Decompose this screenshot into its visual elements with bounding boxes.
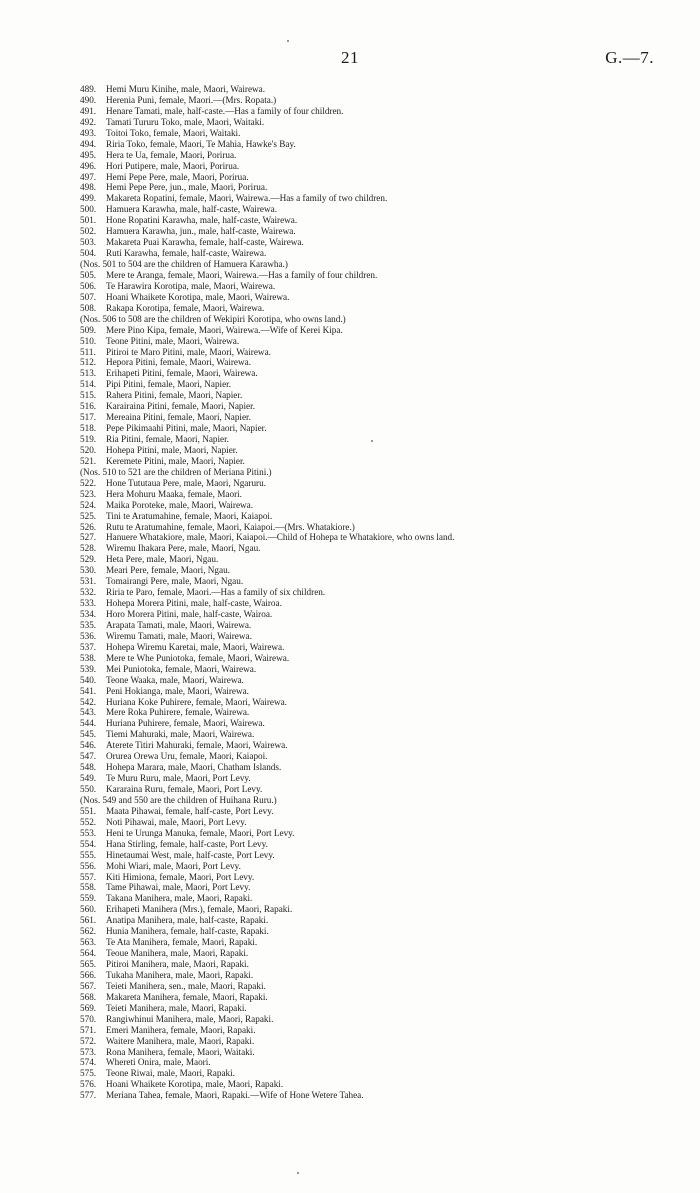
entry-text: Teone Waaka, male, Maori, Wairewa.: [106, 674, 244, 685]
list-item: [80, 587, 690, 598]
list-item: [80, 368, 690, 379]
entry-number: 507.: [80, 291, 97, 302]
entry-text: Te Muru Ruru, male, Maori, Port Levy.: [106, 773, 251, 784]
list-item: [80, 522, 690, 533]
entry-text: Maika Poroteke, male, Maori, Wairewa.: [106, 499, 254, 510]
list-item: [80, 172, 690, 183]
entry-text: Hemi Pepe Pere, jun., male, Maori, Porirua.: [106, 182, 268, 193]
entry-text: Makareta Ropatini, female, Maori, Wairewa.—Has a family of two children.: [106, 193, 388, 204]
entry-text: Rutu te Aratumahine, female, Maori, Kaiapoi.—(Mrs. Whatakiore.): [106, 521, 355, 532]
list-item: [80, 1025, 690, 1036]
entry-text: Mere te Aranga, female, Maori, Wairewa.—Has a family of four children.: [106, 269, 378, 280]
entry-number: 540.: [80, 674, 97, 685]
entry-number: 567.: [80, 980, 97, 991]
document-reference: G.—7.: [605, 48, 654, 67]
list-item: [80, 773, 690, 784]
entry-text: Hepora Pitini, female, Maori, Wairewa.: [106, 357, 252, 368]
entry-number: 532.: [80, 587, 97, 598]
list-item: [80, 292, 690, 303]
entry-number: 513.: [80, 368, 97, 379]
entry-number: 549.: [80, 773, 97, 784]
entry-number: 510.: [80, 335, 97, 346]
entry-text: Teieti Manihera, sen., male, Maori, Rapaki.: [106, 980, 266, 991]
list-item: [80, 861, 690, 872]
list-item: [80, 357, 690, 368]
entry-text: Rakapa Korotipa, female, Maori, Wairewa.: [106, 302, 265, 313]
entry-text: Mereaina Pitini, female, Maori, Napier.: [106, 412, 251, 423]
entry-text: Teone Pitini, male, Maori, Wairewa.: [106, 335, 240, 346]
entry-number: 493.: [80, 127, 97, 138]
entry-text: Noti Pihawai, male, Maori, Port Levy.: [106, 816, 247, 827]
entry-text: Huriana Puhirere, female, Maori, Wairewa.: [106, 718, 265, 729]
entry-text: Orurea Orewa Uru, female, Maori, Kaiapoi.: [106, 751, 268, 762]
entry-text: Erihapeti Pitini, female, Maori, Wairewa.: [106, 368, 258, 379]
entry-number: 556.: [80, 860, 97, 871]
list-item: [80, 718, 690, 729]
entry-text: Erihapeti Manihera (Mrs.), female, Maori, Rapaki.: [106, 904, 293, 915]
list-item: [80, 554, 690, 565]
entry-number: 534.: [80, 609, 97, 619]
entry-number: 527.: [80, 532, 97, 543]
list-item: [80, 445, 690, 456]
list-item: [80, 686, 690, 697]
list-item: [80, 926, 690, 937]
entry-number: 562.: [80, 926, 97, 937]
list-item: [80, 598, 690, 609]
entry-number: 489.: [80, 84, 97, 94]
entry-text: Pitiroi te Maro Pitini, male, Maori, Wairewa.: [106, 346, 271, 357]
list-item: [80, 970, 690, 981]
entry-number: 545.: [80, 729, 97, 740]
list-item: [80, 981, 690, 992]
entry-text: Hemi Pepe Pere, male, Maori, Porirua.: [106, 171, 249, 182]
list-item: [80, 762, 690, 773]
entry-number: 518.: [80, 423, 97, 434]
entry-number: 557.: [80, 871, 97, 882]
entry-text: Teoue Manihera, male, Maori, Rapaki.: [106, 948, 249, 959]
list-item: [80, 500, 690, 511]
list-item: [80, 1036, 690, 1047]
entry-text: Hohepa Morera Pitini, male, half-caste, Wairoa.: [106, 598, 282, 609]
entry-number: 490.: [80, 94, 97, 105]
entry-text: Hohepa Wiremu Karetai, male, Maori, Wairewa.: [106, 641, 285, 652]
entry-text: Hoani Whaikete Korotipa, male, Maori, Rapaki.: [106, 1079, 284, 1090]
entry-number: 544.: [80, 718, 97, 729]
entry-number: 519.: [80, 434, 97, 444]
entry-number: 565.: [80, 959, 97, 969]
entry-number: 508.: [80, 302, 97, 313]
entry-number: 554.: [80, 838, 97, 849]
entry-number: 575.: [80, 1068, 97, 1079]
entry-text: Hohepa Pitini, male, Maori, Napier.: [106, 444, 238, 455]
entry-text: Maata Pihawai, female, half-caste, Port Levy.: [106, 805, 274, 816]
entry-number: 520.: [80, 444, 97, 455]
list-item: [80, 532, 690, 543]
list-item: [80, 401, 690, 412]
list-item: [80, 740, 690, 751]
list-item: [80, 150, 690, 161]
page-number: 21: [341, 48, 359, 67]
entry-text: Ruti Karawha, female, half-caste, Wairewa.: [106, 248, 267, 259]
list-item: [80, 576, 690, 587]
list-item: [80, 784, 690, 795]
entry-text: Riria te Paro, female, Maori.—Has a family of six children.: [106, 587, 326, 598]
entry-number: 502.: [80, 226, 97, 237]
list-item: [80, 642, 690, 653]
entry-number: 577.: [80, 1090, 97, 1101]
list-note: [80, 795, 690, 806]
entry-text: Toitoi Toko, female, Maori, Waitaki.: [106, 127, 241, 138]
entry-text: Hone Ropatini Karawha, male, half-caste, Wairewa.: [106, 215, 298, 226]
entry-text: Keremete Pitini, male, Maori, Napier.: [106, 455, 245, 466]
entry-text: Meari Pere, female, Maori, Ngau.: [106, 565, 230, 576]
entry-number: 548.: [80, 762, 97, 773]
entry-text: (Nos. 501 to 504 are the children of Hamuera Karawha.): [80, 259, 288, 269]
entry-text: Ria Pitini, female, Maori, Napier.: [106, 434, 229, 444]
entry-number: 529.: [80, 554, 97, 565]
entry-text: Huriana Koke Puhirere, female, Maori, Wairewa.: [106, 696, 287, 707]
entry-number: 496.: [80, 160, 97, 171]
entry-text: Tomairangi Pere, male, Maori, Ngau.: [106, 576, 244, 587]
entry-number: 570.: [80, 1013, 97, 1024]
entry-text: Herenia Puni, female, Maori.—(Mrs. Ropata.): [106, 94, 277, 105]
list-item: [80, 609, 690, 620]
entry-text: Rangiwhinui Manihera, male, Maori, Rapaki.: [106, 1013, 274, 1024]
entry-text: (Nos. 549 and 550 are the children of Huihana Ruru.): [80, 794, 277, 805]
entry-number: 537.: [80, 641, 97, 652]
entry-text: Hera Mohuru Maaka, female, Maori.: [106, 488, 242, 499]
list-item: [80, 882, 690, 893]
entry-text: Takana Manihera, male, Maori, Rapaki.: [106, 893, 253, 904]
entry-text: Aterete Titiri Mahuraki, female, Maori, Wairewa.: [106, 740, 288, 751]
list-item: [80, 697, 690, 708]
entry-text: Karairaina Pitini, female, Maori, Napier.: [106, 401, 255, 412]
entry-number: 503.: [80, 237, 97, 248]
list-item: [80, 729, 690, 740]
entry-text: Te Ata Manihera, female, Maori, Rapaki.: [106, 937, 258, 948]
entry-text: Hunia Manihera, female, half-caste, Rapaki.: [106, 926, 269, 937]
entry-text: Peni Hokianga, male, Maori, Wairewa.: [106, 685, 249, 696]
list-item: [80, 511, 690, 522]
entry-number: 517.: [80, 412, 97, 423]
entry-number: 539.: [80, 663, 97, 674]
list-item: [80, 653, 690, 664]
entry-number: 535.: [80, 619, 97, 630]
list-item: [80, 379, 690, 390]
entry-number: 522.: [80, 477, 97, 488]
entry-number: 495.: [80, 149, 97, 160]
entry-number: 550.: [80, 784, 97, 794]
entry-number: 564.: [80, 948, 97, 959]
list-item: [80, 489, 690, 500]
list-item: [80, 237, 690, 248]
list-item: [80, 543, 690, 554]
entry-text: Wiremu Ihakara Pere, male, Maori, Ngau.: [106, 543, 261, 554]
entry-number: 552.: [80, 816, 97, 827]
entry-text: Makareta Puai Karawha, female, half-caste, Wairewa.: [106, 237, 304, 248]
entry-number: 533.: [80, 598, 97, 609]
entry-text: Hori Putipere, male, Maori, Porirua.: [106, 160, 240, 171]
list-item: [80, 1047, 690, 1058]
speck-mark: [287, 40, 289, 42]
entry-text: Rahera Pitini, female, Maori, Napier.: [106, 390, 243, 401]
entry-text: Pipi Pitini, female, Maori, Napier.: [106, 379, 232, 390]
list-item: [80, 226, 690, 237]
list-item: [80, 850, 690, 861]
list-item: [80, 959, 690, 970]
entry-text: Pitiroi Manihera, male, Maori, Rapaki.: [106, 959, 249, 969]
entry-text: Mere Roka Puhirere, female, Wairewa.: [106, 707, 250, 718]
entry-text: Tiemi Mahuraki, male, Maori, Wairewa.: [106, 729, 255, 740]
entry-text: Arapata Tamati, male, Maori, Wairewa.: [106, 619, 252, 630]
entry-text: Anatipa Manihera, male, half-caste, Rapaki.: [106, 915, 269, 926]
entry-number: 560.: [80, 904, 97, 915]
entry-number: 512.: [80, 357, 97, 368]
entry-text: (Nos. 510 to 521 are the children of Meriana Pitini.): [80, 466, 272, 477]
list-item: [80, 390, 690, 401]
entry-number: 572.: [80, 1035, 97, 1046]
entry-number: 525.: [80, 510, 97, 521]
entry-number: 558.: [80, 882, 97, 893]
entry-text: Tame Pihawai, male, Maori, Port Levy.: [106, 882, 251, 893]
entry-number: 553.: [80, 827, 97, 838]
list-item: [80, 478, 690, 489]
list-item: [80, 631, 690, 642]
entry-text: Mohi Wiari, male, Maori, Port Levy.: [106, 860, 241, 871]
entry-number: 576.: [80, 1079, 97, 1090]
entry-text: Horo Morera Pitini, male, half-caste, Wairoa.: [106, 609, 273, 619]
list-item: [80, 828, 690, 839]
entry-number: 492.: [80, 116, 97, 127]
entry-text: Hone Tututaua Pere, male, Maori, Ngaruru.: [106, 477, 266, 488]
list-note: [80, 467, 690, 478]
entry-number: 542.: [80, 696, 97, 707]
entry-number: 515.: [80, 390, 97, 401]
entry-text: Hana Stirling, female, half-caste, Port Levy.: [106, 838, 268, 849]
list-item: [80, 193, 690, 204]
list-item: [80, 456, 690, 467]
entry-number: 498.: [80, 182, 97, 193]
entry-number: 497.: [80, 171, 97, 182]
entry-number: 524.: [80, 499, 97, 510]
entry-number: 566.: [80, 969, 97, 980]
entry-number: 571.: [80, 1024, 97, 1035]
list-item: [80, 347, 690, 358]
list-item: [80, 95, 690, 106]
list-item: [80, 412, 690, 423]
register-list: [80, 84, 690, 1101]
entry-text: Waitere Manihera, male, Maori, Rapaki.: [106, 1035, 255, 1046]
list-item: [80, 664, 690, 675]
entry-number: 561.: [80, 915, 97, 926]
entry-number: 526.: [80, 521, 97, 532]
list-item: [80, 1014, 690, 1025]
entry-text: Tamati Tururu Toko, male, Maori, Waitaki.: [106, 116, 265, 127]
list-item: [80, 281, 690, 292]
list-item: [80, 270, 690, 281]
entry-text: Hamuera Karawha, male, half-caste, Wairewa.: [106, 204, 278, 215]
entry-text: Hohepa Marara, male, Maori, Chatham Islands.: [106, 762, 282, 773]
list-item: [80, 937, 690, 948]
list-item: [80, 423, 690, 434]
entry-text: Makareta Manihera, female, Maori, Rapaki.: [106, 991, 268, 1002]
entry-number: 514.: [80, 379, 97, 390]
entry-text: Tukaha Manihera, male, Maori, Rapaki.: [106, 969, 254, 980]
list-item: [80, 434, 690, 445]
entry-number: 500.: [80, 204, 97, 215]
list-item: [80, 1090, 690, 1101]
entry-text: Mei Puniotoka, female, Maori, Wairewa.: [106, 663, 257, 674]
list-item: [80, 839, 690, 850]
entry-text: (Nos. 506 to 508 are the children of Wekipiri Korotipa, who owns land.): [80, 313, 346, 324]
entry-number: 494.: [80, 138, 97, 149]
entry-text: Meriana Tahea, female, Maori, Rapaki.—Wife of Hone Wetere Tahea.: [106, 1090, 364, 1101]
entry-number: 538.: [80, 652, 97, 663]
list-item: [80, 204, 690, 215]
entry-number: 528.: [80, 543, 97, 554]
list-item: [80, 751, 690, 762]
entry-text: Teone Riwai, male, Maori, Rapaki.: [106, 1068, 235, 1079]
list-item: [80, 117, 690, 128]
entry-number: 568.: [80, 991, 97, 1002]
entry-number: 521.: [80, 455, 97, 466]
entry-text: Hoani Whaikete Korotipa, male, Maori, Wairewa.: [106, 291, 290, 302]
entry-number: 555.: [80, 849, 97, 860]
entry-number: 506.: [80, 280, 97, 291]
entry-number: 536.: [80, 630, 97, 641]
entry-number: 559.: [80, 893, 97, 904]
list-item: [80, 565, 690, 576]
entry-text: Rona Manihera, female, Maori, Waitaki.: [106, 1046, 255, 1057]
list-item: [80, 1079, 690, 1090]
entry-number: 547.: [80, 751, 97, 762]
list-item: [80, 128, 690, 139]
list-item: [80, 904, 690, 915]
entry-text: Pepe Pikimaahi Pitini, male, Maori, Napier.: [106, 423, 267, 434]
entry-number: 541.: [80, 685, 97, 696]
list-item: [80, 915, 690, 926]
entry-number: 531.: [80, 576, 97, 587]
entry-number: 523.: [80, 488, 97, 499]
list-item: [80, 248, 690, 259]
entry-number: 543.: [80, 707, 97, 718]
entry-text: Mere Pino Kipa, female, Maori, Wairewa.—Wife of Kerei Kipa.: [106, 324, 343, 335]
entry-text: Hamuera Karawha, jun., male, half-caste, Wairewa.: [106, 226, 296, 237]
list-item: [80, 1057, 690, 1068]
entry-text: Hinetaumai West, male, half-caste, Port Levy.: [106, 849, 275, 860]
entry-number: 573.: [80, 1046, 97, 1057]
entry-text: Kiti Himiona, female, Maori, Port Levy.: [106, 871, 255, 882]
speck-mark: [297, 1172, 299, 1174]
entry-number: 504.: [80, 248, 97, 259]
list-item: [80, 707, 690, 718]
entry-text: Hera te Ua, female, Maori, Porirua.: [106, 149, 237, 160]
entry-number: 551.: [80, 805, 97, 816]
entry-number: 511.: [80, 346, 96, 357]
list-item: [80, 303, 690, 314]
list-item: [80, 1003, 690, 1014]
list-note: [80, 259, 690, 270]
entry-text: Henare Tamati, male, half-caste.—Has a family of four children.: [106, 105, 344, 116]
entry-text: Heni te Urunga Manuka, female, Maori, Port Levy.: [106, 827, 295, 838]
entry-text: Hemi Muru Kinihe, male, Maori, Wairewa.: [106, 84, 266, 94]
list-item: [80, 325, 690, 336]
list-item: [80, 872, 690, 883]
list-item: [80, 84, 690, 95]
entry-number: 546.: [80, 740, 97, 751]
list-item: [80, 817, 690, 828]
list-item: [80, 948, 690, 959]
list-item: [80, 336, 690, 347]
entry-text: Emeri Manihera, female, Maori, Rapaki.: [106, 1024, 256, 1035]
list-note: [80, 314, 690, 325]
entry-text: Teieti Manihera, male, Maori, Rapaki.: [106, 1002, 247, 1013]
list-item: [80, 215, 690, 226]
list-item: [80, 161, 690, 172]
list-item: [80, 106, 690, 117]
entry-text: Hanuere Whatakiore, male, Maori, Kaiapoi.—Child of Hohepa te Whatakiore, who owns land.: [106, 532, 455, 543]
entry-text: Riria Toko, female, Maori, Te Mahia, Hawke's Bay.: [106, 138, 296, 149]
list-item: [80, 675, 690, 686]
list-item: [80, 992, 690, 1003]
entry-text: Whereti Onira, male, Maori.: [106, 1057, 211, 1068]
list-item: [80, 139, 690, 150]
entry-number: 569.: [80, 1002, 97, 1013]
list-item: [80, 806, 690, 817]
entry-number: 574.: [80, 1057, 97, 1068]
entry-text: Wiremu Tamati, male, Maori, Wairewa.: [106, 630, 252, 641]
entry-number: 499.: [80, 193, 97, 204]
entry-number: 491.: [80, 105, 97, 116]
entry-text: Mere te Whe Puniotoka, female, Maori, Wairewa.: [106, 652, 290, 663]
list-item: [80, 182, 690, 193]
entry-number: 501.: [80, 215, 97, 226]
entry-number: 563.: [80, 937, 97, 948]
list-item: [80, 893, 690, 904]
entry-text: Heta Pere, male, Maori, Ngau.: [106, 554, 219, 565]
entry-number: 505.: [80, 269, 97, 280]
entry-number: 509.: [80, 324, 97, 335]
entry-number: 530.: [80, 565, 97, 576]
list-item: [80, 620, 690, 631]
entry-text: Kararaina Ruru, female, Maori, Port Levy.: [106, 784, 263, 794]
entry-number: 516.: [80, 401, 97, 412]
entry-text: Te Harawira Korotipa, male, Maori, Wairewa.: [106, 280, 276, 291]
entry-text: Tini te Aratumahine, female, Maori, Kaiapoi.: [106, 510, 273, 521]
list-item: [80, 1068, 690, 1079]
